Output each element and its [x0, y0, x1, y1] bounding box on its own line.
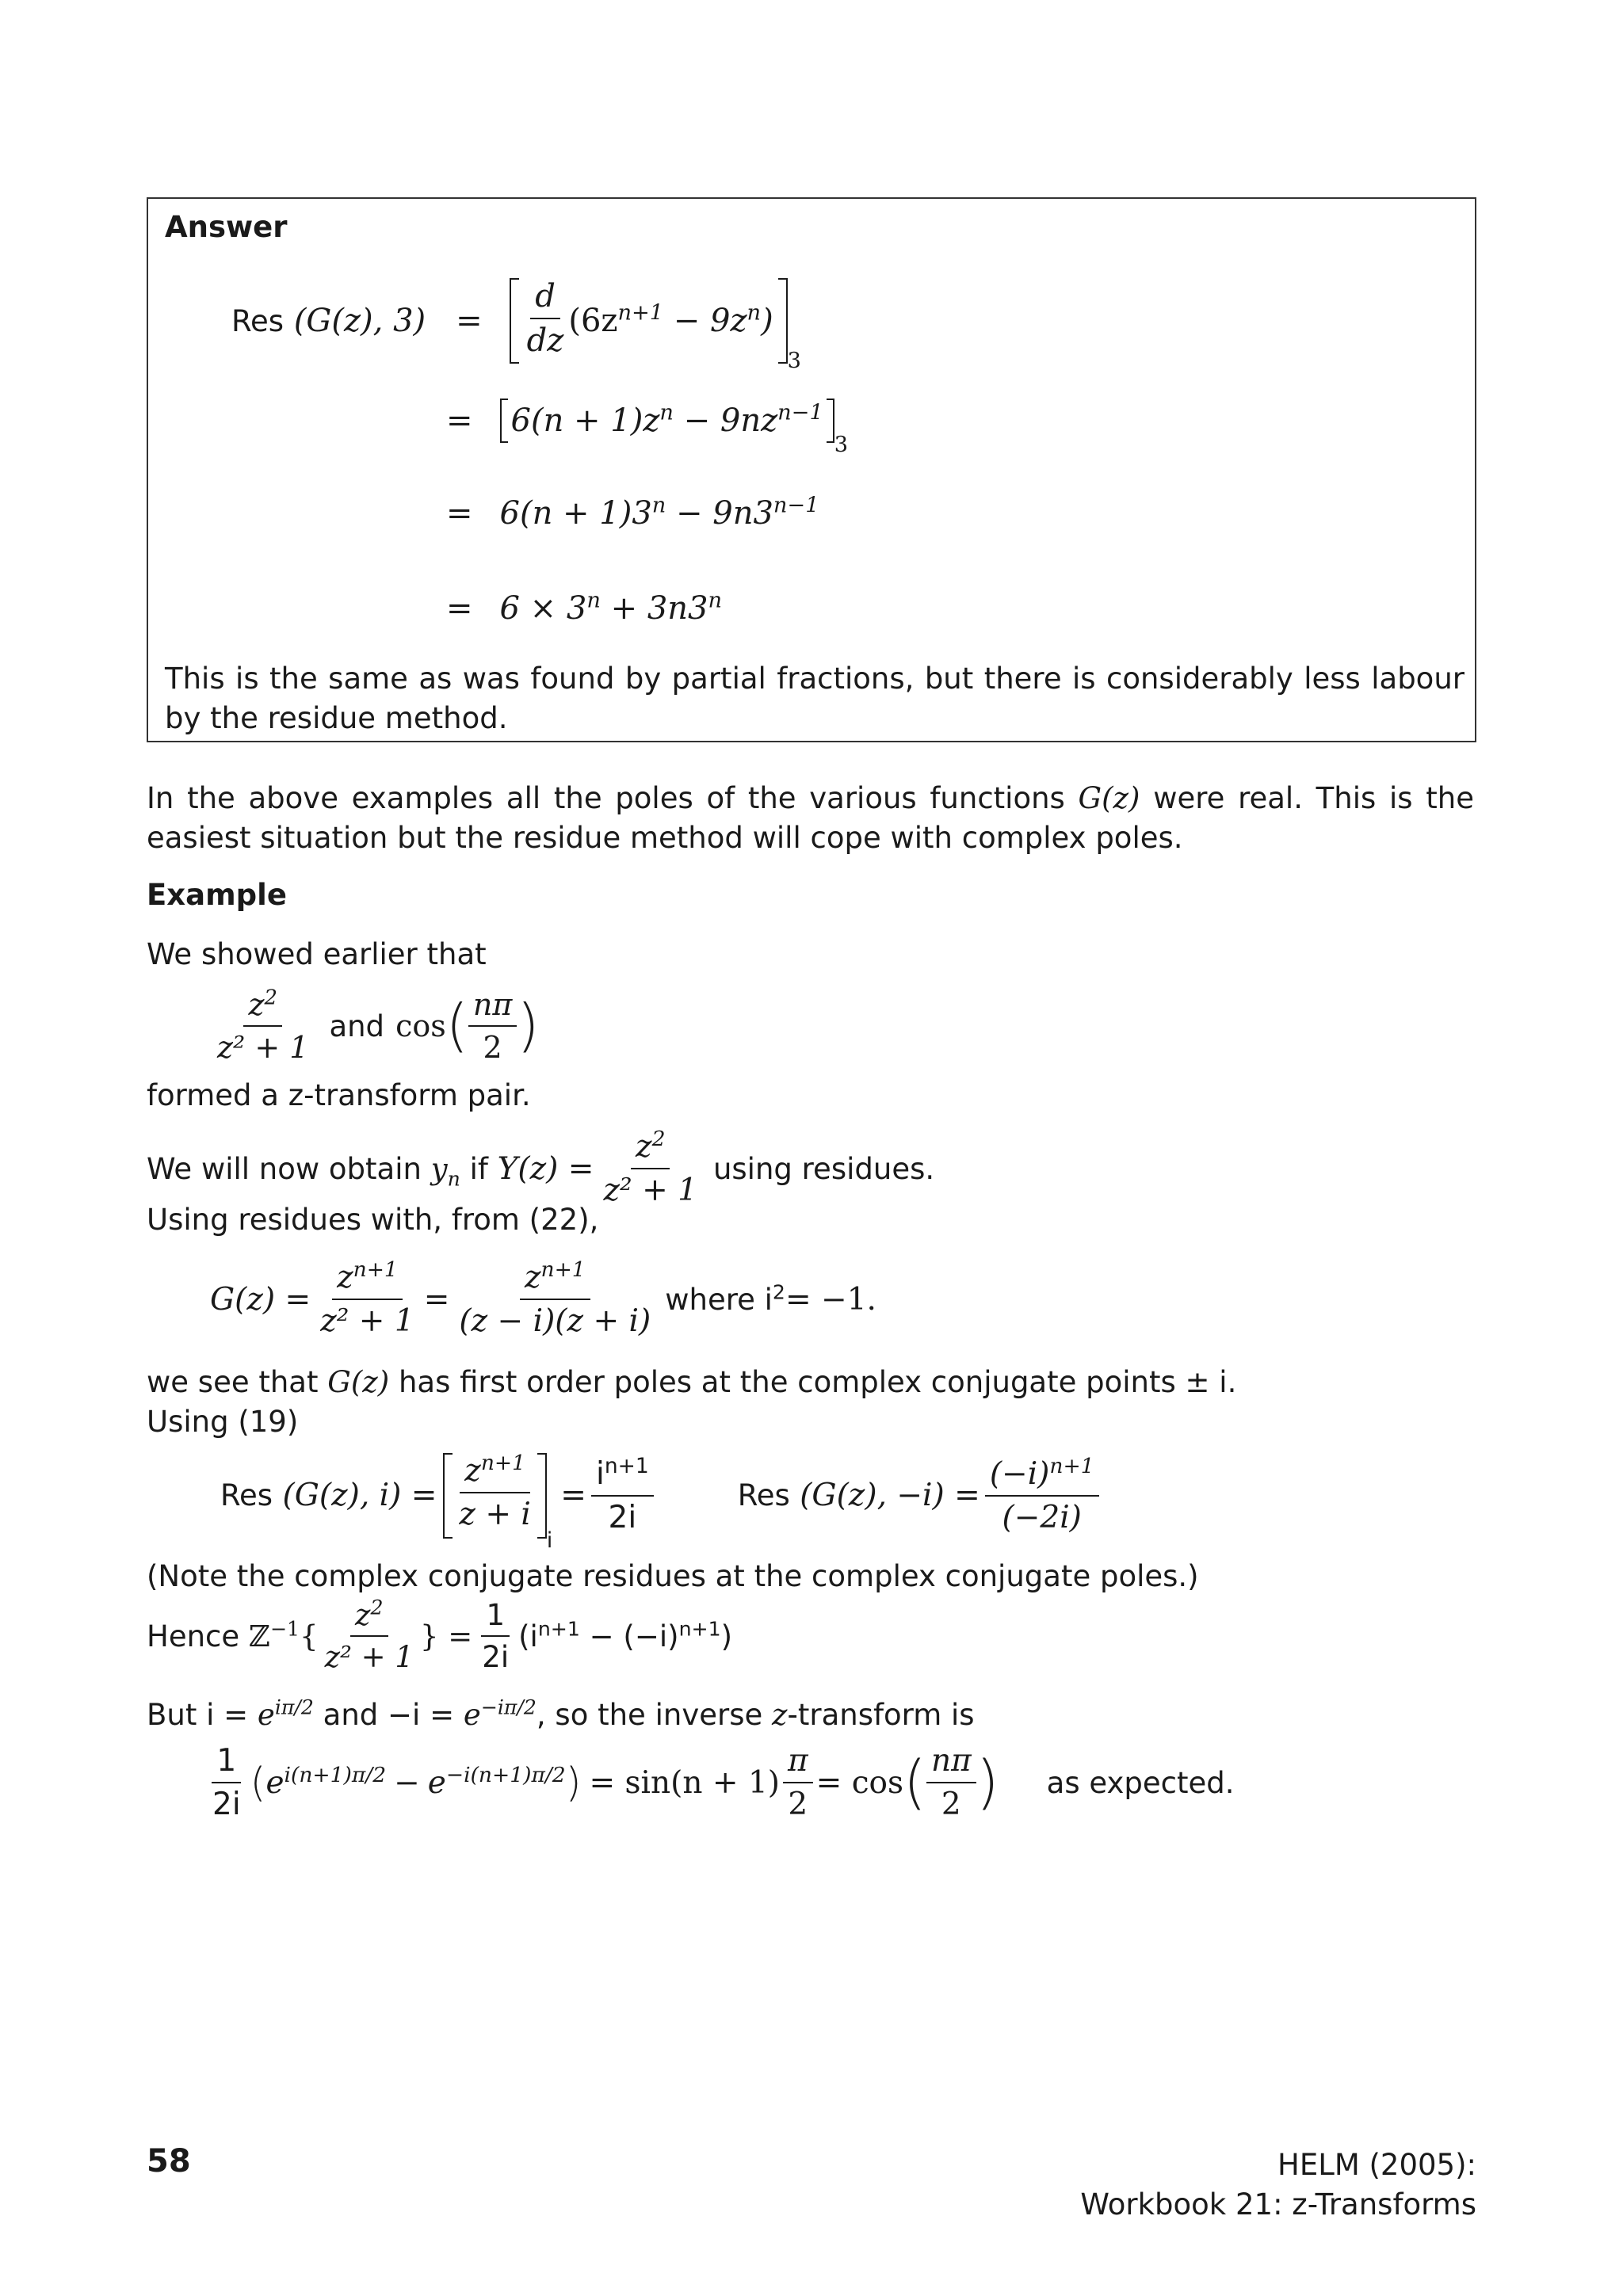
poles-line: we see that G(z) has first order poles at the complex conjugate points ± i. [147, 1365, 1237, 1399]
note-line: (Note the complex conjugate residues at the complex conjugate poles.) [147, 1559, 1199, 1593]
derivation-line-1: Res (G(z), 3) = $\frac{d}{dz}$ $(6z^{n+1} - 9z^n)$ 3 [231, 278, 801, 373]
example-line-1: We showed earlier that [147, 937, 487, 971]
equals-sign: = [456, 303, 483, 339]
intro-paragraph: In the above examples all the poles of the various functions G(z) were real. This is the easiest situation but the residue method will cope with complex poles. [147, 781, 1474, 855]
derivation-line-2: = $6(n + 1)z^n - 9nz^{n-1}$ 3 [446, 396, 848, 445]
G-definition: G(z) = $\frac{z^{n+1}}{\text{z² + 1}}$ = $\frac{z^{n+1}}{(z - i)(z + i)}$ where $i^2$ = −1. [210, 1257, 876, 1339]
using-residues-line: Using residues with, from (22), [147, 1203, 599, 1237]
residue-line: Res (G(z), i) = $\frac{z^{n+1}}{z + i}$ i = $\frac{i^{n+1}}{2i}$ Res (G(z), −i) = $\frac{(-i)^{n+1}}{(-2i)}$ [220, 1450, 1104, 1541]
derivative-expr: $(6z^{n+1} - 9z^n)$ [568, 300, 773, 339]
but-line: But $i = e^{i\pi/2}$ and $-i = e^{-i\pi/2}$, so the inverse z-transform is [147, 1695, 975, 1732]
derivation-line-3: = $6(n + 1)3^n - 9n3^{n-1}$ [446, 493, 819, 532]
transform-pair: $\frac{z^2}{\text{z² + 1}}$ and cos ( $\frac{n\pi}{2}$ ) [208, 982, 540, 1070]
example-heading: Example [147, 878, 287, 912]
example-line-2: formed a z-transform pair. [147, 1078, 531, 1112]
using-19-line: Using (19) [147, 1405, 299, 1439]
res-arg: (G(z), 3) [293, 303, 426, 339]
pair-fraction: $\frac{z^2}{\text{z² + 1}}$ [217, 986, 309, 1065]
open-bracket [510, 278, 519, 364]
footer-workbook: Workbook 21: z-Transforms [1080, 2187, 1476, 2222]
hence-line: Hence ℤ$^{-1}${ $\frac{z^2}{\text{z² + 1}}$ } = $\frac{1}{2i}$ $(i^{n+1} - (-i)^{n+1})$ [147, 1596, 733, 1674]
page-number: 58 [147, 2143, 191, 2180]
answer-conclusion: This is the same as was found by partial fractions, but there is considerably less labour by the residue method. [165, 662, 1465, 735]
obtain-line: We will now obtain $y_n$ if Y(z) = $\frac{z^2}{\text{z² + 1}}$ using residues. [147, 1127, 935, 1208]
answer-heading: Answer [165, 210, 288, 244]
res-label: Res [231, 303, 285, 338]
derivative-operator: $\frac{d}{dz}$ [526, 278, 564, 359]
footer-series: HELM (2005): [1277, 2148, 1476, 2182]
close-bracket [778, 278, 788, 364]
derivation-line-4: = $6 \times 3^n + 3n3^n$ [446, 588, 722, 627]
final-result: $\frac{1}{2i}$ ( $e^{i(n+1)\pi/2}$ − $e^{-i(n+1)\pi/2}$ ) = sin(n + 1) $\frac{\pi}{2}$ = cos ( $\frac{n\pi}{2}$ ) as expected. [212, 1743, 1235, 1822]
